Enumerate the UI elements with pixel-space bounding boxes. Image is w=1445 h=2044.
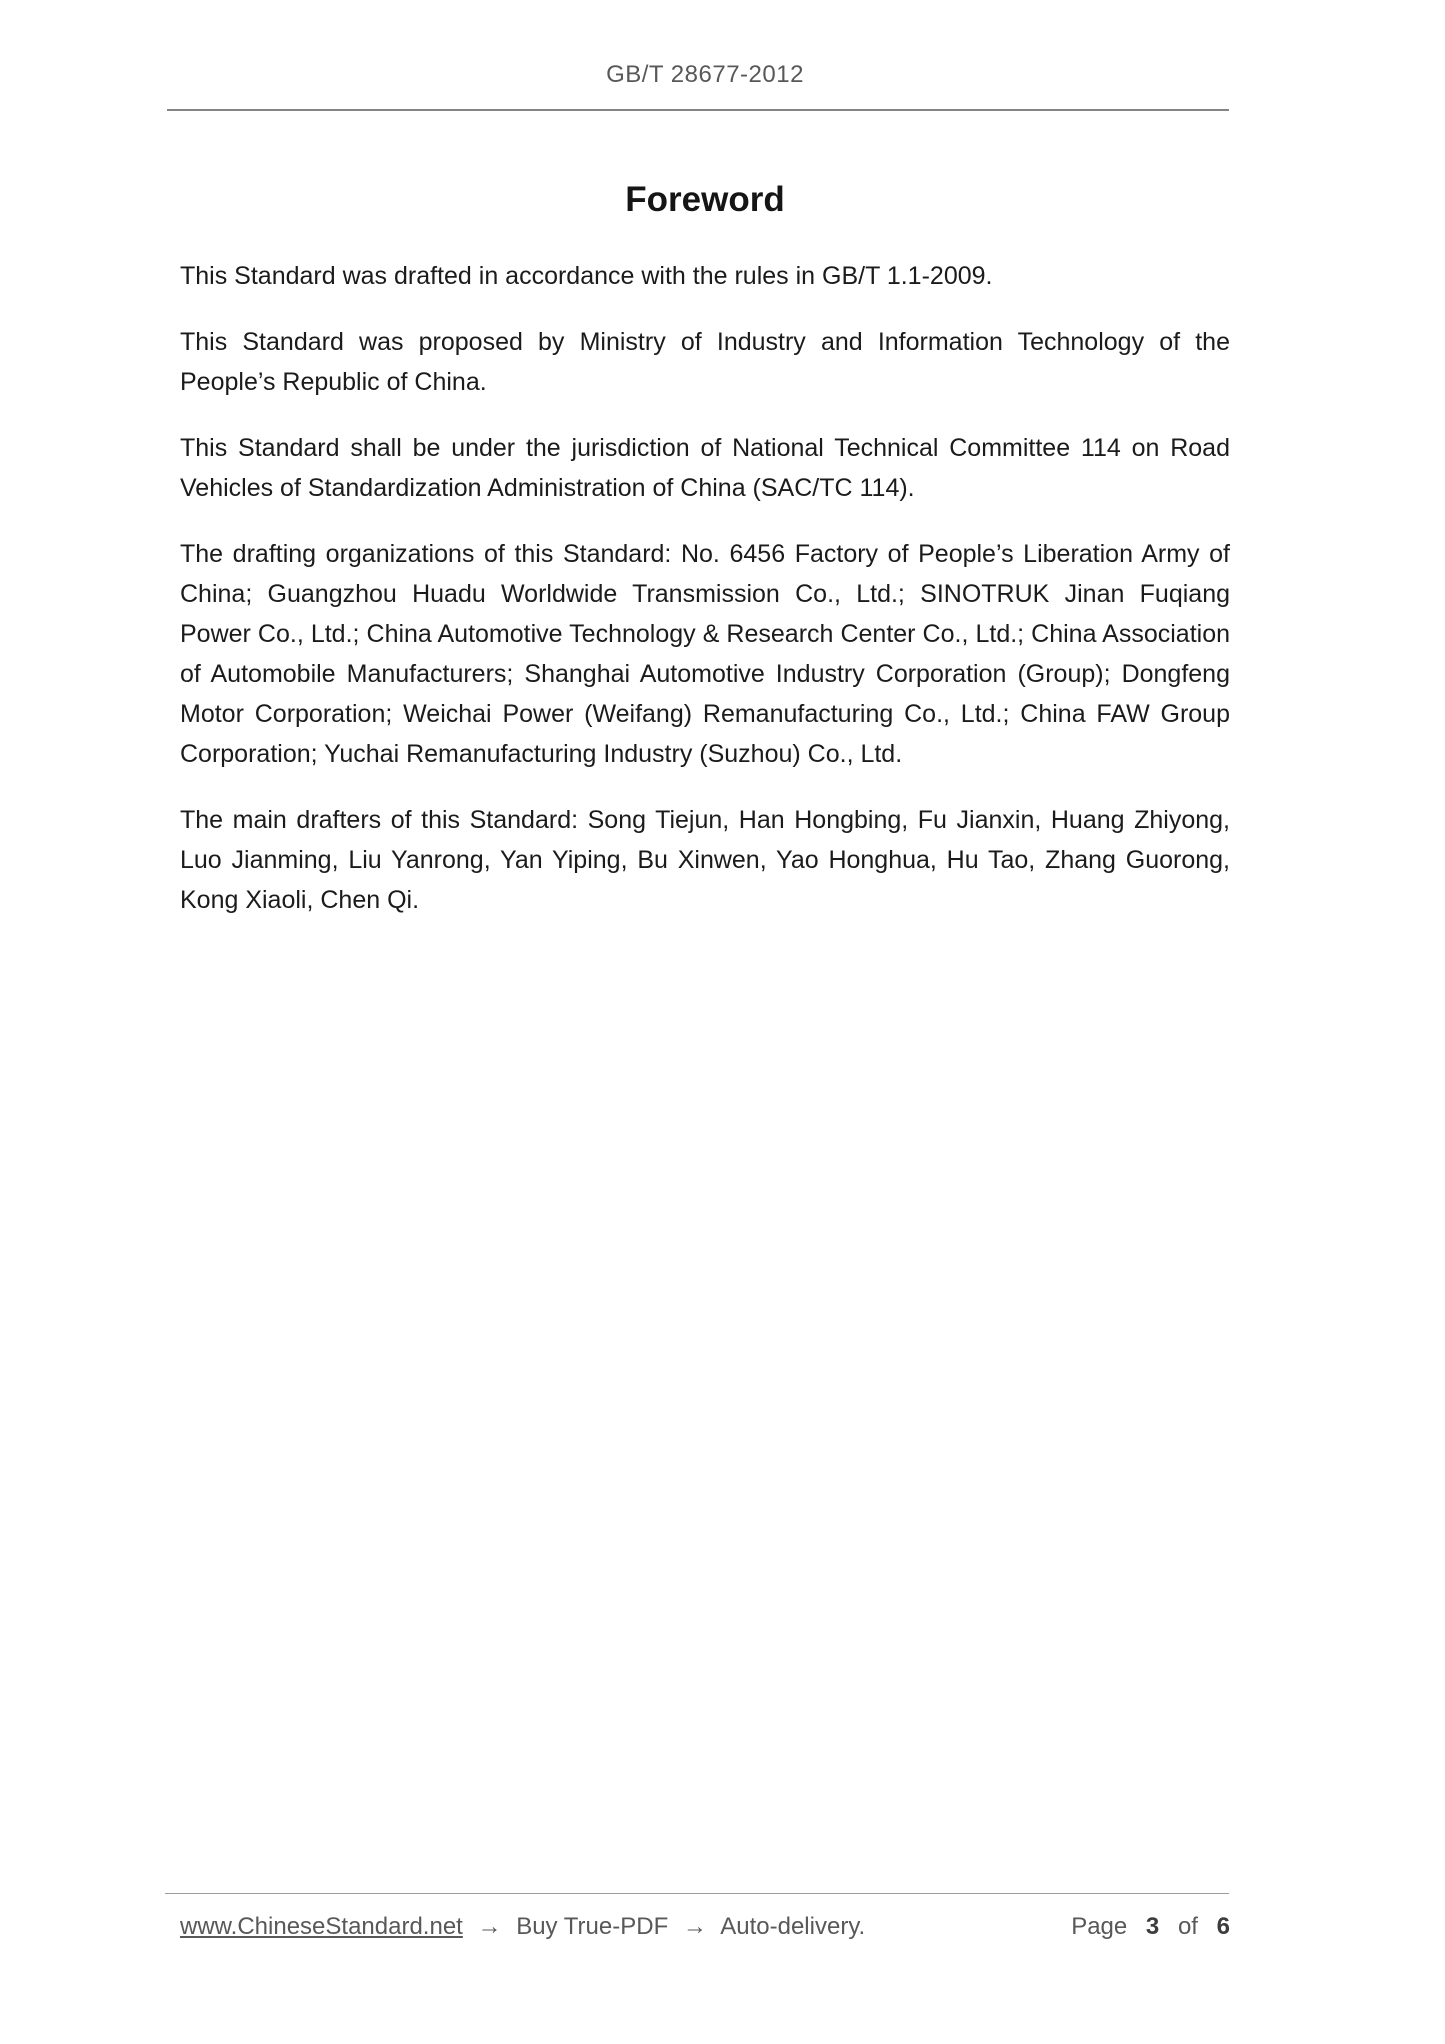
website-link[interactable]: www.ChineseStandard.net	[180, 1913, 463, 1940]
buy-true-pdf-label: Buy True-PDF	[516, 1913, 669, 1940]
page-footer	[180, 1910, 1230, 1944]
body-paragraph: The main drafters of this Standard: Song Tiejun, Han Hongbing, Fu Jianxin, Huang Zhiyong, Luo Jianming, Liu Yanrong, Yan Yiping, Bu Xinwen, Yao Honghua, Hu Tao, Zhang Guorong, Kong Xiaoli, Chen Qi.	[180, 806, 1230, 914]
page-word-label: Page	[1071, 1913, 1128, 1940]
body-paragraph: This Standard was proposed by Ministry of Industry and Information Technology of the People’s Republic of China.	[180, 328, 1230, 396]
footer-divider	[165, 1893, 1229, 1894]
header-divider	[167, 109, 1229, 111]
body-paragraph: This Standard shall be under the jurisdiction of National Technical Committee 114 on Road Vehicles of Standardization Administration of China (SAC/TC 114).	[180, 434, 1230, 502]
page-indicator	[1071, 1910, 1230, 1944]
header-standard-number: GB/T 28677-2012	[606, 61, 804, 88]
right-arrow-icon: →	[682, 1913, 707, 1940]
body-paragraph: The drafting organizations of this Standard: No. 6456 Factory of People’s Liberation Army of China; Guangzhou Huadu Worldwide Transmission Co., Ltd.; SINOTRUK Jinan Fuqiang Power Co., Ltd.; China Automotive Technology & Research Center Co., Ltd.; China Association of Automobile Manufacturers; Shanghai Automotive Industry Corporation (Group); Dongfeng Motor Corporation; Weichai Power (Weifang) Remanufacturing Co., Ltd.; China FAW Group Corporation; Yuchai Remanufacturing Industry (Suzhou) Co., Ltd.	[180, 540, 1230, 768]
of-word-label: of	[1177, 1913, 1198, 1940]
auto-delivery-label: Auto-delivery.	[720, 1913, 866, 1940]
page-title: Foreword	[625, 180, 785, 219]
right-arrow-icon: →	[477, 1913, 502, 1940]
foreword-body	[180, 256, 1230, 946]
current-page-number: 3	[1145, 1913, 1160, 1940]
body-paragraph: This Standard was drafted in accordance with the rules in GB/T 1.1-2009.	[180, 262, 993, 290]
footer-left	[180, 1910, 865, 1944]
total-page-number: 6	[1216, 1913, 1230, 1940]
